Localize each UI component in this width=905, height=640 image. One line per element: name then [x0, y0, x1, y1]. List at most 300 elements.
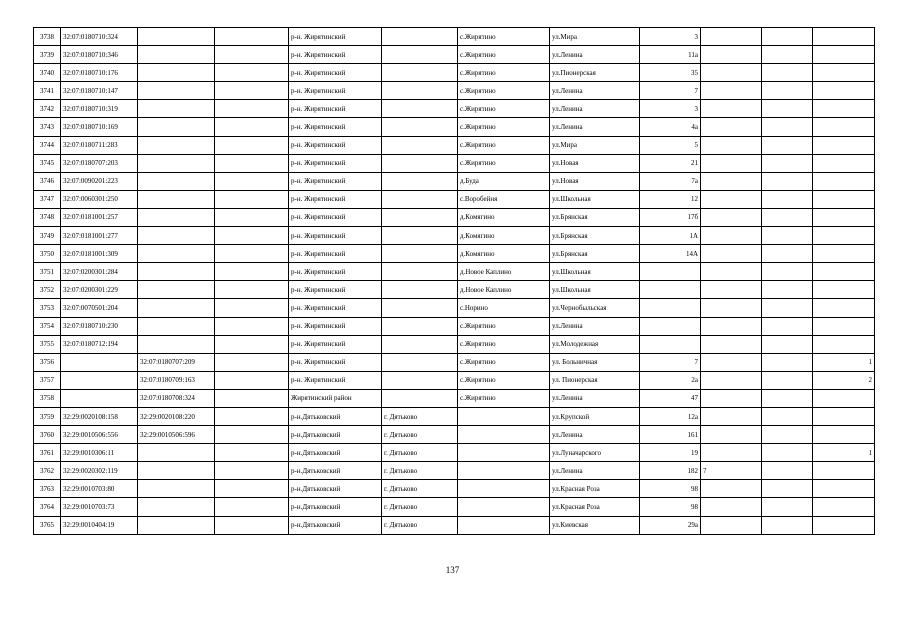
cadastral-number-cell [61, 389, 138, 407]
cadastral-number-cell: 32:29:0020108:158 [61, 407, 138, 425]
apartment-cell [762, 407, 813, 425]
apartment-cell [762, 136, 813, 154]
street-cell: ул.Брянская [550, 227, 640, 245]
count-cell [813, 263, 875, 281]
street-cell: ул.Красная Роза [550, 498, 640, 516]
extra-field-cell [215, 245, 289, 263]
table-row [34, 371, 875, 389]
building-cell [701, 64, 762, 82]
cadastral-number-alt-cell [138, 263, 215, 281]
row-number-cell: 3751 [34, 263, 61, 281]
city-cell [382, 208, 458, 226]
building-cell [701, 299, 762, 317]
district-cell: р-н. Жирятинский [289, 335, 382, 353]
settlement-cell: с.Воробейня [458, 190, 550, 208]
table-row [34, 516, 875, 534]
district-cell: р-н. Жирятинский [289, 208, 382, 226]
extra-field-cell [215, 299, 289, 317]
building-cell [701, 389, 762, 407]
row-number-cell: 3765 [34, 516, 61, 534]
count-cell: 1 [813, 353, 875, 371]
extra-field-cell [215, 407, 289, 425]
settlement-cell: с.Жирятино [458, 28, 550, 46]
cadastral-number-alt-cell: 32:29:0020108:220 [138, 407, 215, 425]
house-number-cell: 7 [640, 353, 701, 371]
house-number-cell: 2а [640, 371, 701, 389]
row-number-cell: 3752 [34, 281, 61, 299]
building-cell [701, 516, 762, 534]
cadastral-number-alt-cell: 32:29:0010506:596 [138, 426, 215, 444]
extra-field-cell [215, 82, 289, 100]
row-number-cell: 3764 [34, 498, 61, 516]
extra-field-cell [215, 444, 289, 462]
house-number-cell: 4а [640, 118, 701, 136]
district-cell: р-н. Жирятинский [289, 64, 382, 82]
cadastral-number-cell: 32:07:0180711:283 [61, 136, 138, 154]
count-cell [813, 136, 875, 154]
settlement-cell: с.Жирятино [458, 100, 550, 118]
row-number-cell: 3758 [34, 389, 61, 407]
table-row [34, 82, 875, 100]
settlement-cell: д.Новое Каплино [458, 263, 550, 281]
count-cell [813, 172, 875, 190]
cadastral-number-cell [61, 353, 138, 371]
extra-field-cell [215, 317, 289, 335]
house-number-cell: 98 [640, 498, 701, 516]
cadastral-number-alt-cell [138, 28, 215, 46]
building-cell [701, 353, 762, 371]
house-number-cell [640, 281, 701, 299]
apartment-cell [762, 100, 813, 118]
house-number-cell: 47 [640, 389, 701, 407]
apartment-cell [762, 154, 813, 172]
house-number-cell: 7а [640, 172, 701, 190]
apartment-cell [762, 208, 813, 226]
district-cell: р-н. Жирятинский [289, 227, 382, 245]
city-cell: г. Дятьково [382, 498, 458, 516]
house-number-cell: 12 [640, 190, 701, 208]
table-row [34, 245, 875, 263]
house-number-cell [640, 299, 701, 317]
extra-field-cell [215, 227, 289, 245]
row-number-cell: 3762 [34, 462, 61, 480]
apartment-cell [762, 353, 813, 371]
extra-field-cell [215, 353, 289, 371]
house-number-cell: 29а [640, 516, 701, 534]
city-cell: г. Дятьково [382, 480, 458, 498]
property-register-table [33, 27, 875, 535]
cadastral-number-alt-cell [138, 64, 215, 82]
building-cell [701, 480, 762, 498]
cadastral-number-alt-cell [138, 462, 215, 480]
count-cell [813, 154, 875, 172]
cadastral-number-alt-cell: 32:07:0180707:209 [138, 353, 215, 371]
district-cell: р-н.Дятьковский [289, 407, 382, 425]
cadastral-number-alt-cell [138, 118, 215, 136]
building-cell [701, 28, 762, 46]
row-number-cell: 3763 [34, 480, 61, 498]
table-row [34, 263, 875, 281]
district-cell: р-н. Жирятинский [289, 190, 382, 208]
extra-field-cell [215, 136, 289, 154]
house-number-cell: 182 [640, 462, 701, 480]
apartment-cell [762, 118, 813, 136]
street-cell: ул.Ленина [550, 100, 640, 118]
district-cell: р-н.Дятьковский [289, 426, 382, 444]
cadastral-number-alt-cell [138, 245, 215, 263]
row-number-cell: 3741 [34, 82, 61, 100]
count-cell [813, 317, 875, 335]
street-cell: ул.Новая [550, 154, 640, 172]
building-cell [701, 208, 762, 226]
apartment-cell [762, 227, 813, 245]
row-number-cell: 3742 [34, 100, 61, 118]
house-number-cell: 14А [640, 245, 701, 263]
cadastral-number-alt-cell [138, 335, 215, 353]
apartment-cell [762, 281, 813, 299]
extra-field-cell [215, 28, 289, 46]
settlement-cell: с.Жирятино [458, 136, 550, 154]
district-cell: р-н. Жирятинский [289, 154, 382, 172]
apartment-cell [762, 245, 813, 263]
building-cell [701, 136, 762, 154]
extra-field-cell [215, 426, 289, 444]
apartment-cell [762, 263, 813, 281]
street-cell: ул.Ленина [550, 46, 640, 64]
cadastral-number-cell: 32:07:0180710:230 [61, 317, 138, 335]
extra-field-cell [215, 462, 289, 480]
house-number-cell: 1А [640, 227, 701, 245]
table-row [34, 118, 875, 136]
cadastral-number-alt-cell [138, 498, 215, 516]
street-cell: ул.Ленина [550, 426, 640, 444]
count-cell [813, 245, 875, 263]
table-row [34, 154, 875, 172]
apartment-cell [762, 317, 813, 335]
page-number: 137 [445, 565, 460, 575]
cadastral-number-alt-cell [138, 516, 215, 534]
district-cell: Жирятинский район [289, 389, 382, 407]
apartment-cell [762, 444, 813, 462]
street-cell: ул.Чернобыльская [550, 299, 640, 317]
apartment-cell [762, 480, 813, 498]
cadastral-number-alt-cell [138, 299, 215, 317]
extra-field-cell [215, 371, 289, 389]
building-cell [701, 281, 762, 299]
building-cell [701, 245, 762, 263]
apartment-cell [762, 28, 813, 46]
settlement-cell: с.Жирятино [458, 335, 550, 353]
cadastral-number-cell: 32:29:0010306:11 [61, 444, 138, 462]
cadastral-number-alt-cell [138, 281, 215, 299]
city-cell [382, 64, 458, 82]
table-row [34, 426, 875, 444]
street-cell: ул.Школьная [550, 190, 640, 208]
district-cell: р-н.Дятьковский [289, 462, 382, 480]
extra-field-cell [215, 190, 289, 208]
table-row [34, 353, 875, 371]
count-cell: 1 [813, 444, 875, 462]
table-row [34, 335, 875, 353]
house-number-cell: 11а [640, 46, 701, 64]
row-number-cell: 3738 [34, 28, 61, 46]
apartment-cell [762, 82, 813, 100]
count-cell [813, 190, 875, 208]
count-cell [813, 335, 875, 353]
building-cell [701, 444, 762, 462]
cadastral-number-cell: 32:07:0181001:257 [61, 208, 138, 226]
cadastral-number-cell: 32:07:0180710:324 [61, 28, 138, 46]
cadastral-number-cell: 32:29:0010506:556 [61, 426, 138, 444]
cadastral-number-alt-cell [138, 208, 215, 226]
extra-field-cell [215, 208, 289, 226]
district-cell: р-н.Дятьковский [289, 480, 382, 498]
table-row [34, 136, 875, 154]
cadastral-number-alt-cell [138, 480, 215, 498]
row-number-cell: 3753 [34, 299, 61, 317]
apartment-cell [762, 335, 813, 353]
settlement-cell: с.Жирятино [458, 317, 550, 335]
cadastral-number-alt-cell [138, 444, 215, 462]
city-cell: г. Дятьково [382, 407, 458, 425]
row-number-cell: 3747 [34, 190, 61, 208]
row-number-cell: 3757 [34, 371, 61, 389]
count-cell [813, 426, 875, 444]
district-cell: р-н. Жирятинский [289, 46, 382, 64]
street-cell: ул.Ленина [550, 317, 640, 335]
cadastral-number-alt-cell: 32:07:0180708:324 [138, 389, 215, 407]
cadastral-number-alt-cell [138, 154, 215, 172]
street-cell: ул.Брянская [550, 245, 640, 263]
count-cell [813, 462, 875, 480]
table-row [34, 444, 875, 462]
extra-field-cell [215, 172, 289, 190]
settlement-cell [458, 444, 550, 462]
row-number-cell: 3756 [34, 353, 61, 371]
row-number-cell: 3750 [34, 245, 61, 263]
street-cell: ул.Крупской [550, 407, 640, 425]
district-cell: р-н. Жирятинский [289, 317, 382, 335]
cadastral-number-cell: 32:29:0020302:119 [61, 462, 138, 480]
settlement-cell: с.Жирятино [458, 82, 550, 100]
settlement-cell: с.Жирятино [458, 46, 550, 64]
house-number-cell: 98 [640, 480, 701, 498]
city-cell [382, 335, 458, 353]
district-cell: р-н.Дятьковский [289, 444, 382, 462]
table-row [34, 208, 875, 226]
count-cell [813, 100, 875, 118]
settlement-cell [458, 516, 550, 534]
street-cell: ул.Мира [550, 28, 640, 46]
apartment-cell [762, 389, 813, 407]
settlement-cell [458, 480, 550, 498]
cadastral-number-cell: 32:29:0010703:80 [61, 480, 138, 498]
cadastral-number-cell: 32:29:0010703:73 [61, 498, 138, 516]
cadastral-number-alt-cell [138, 100, 215, 118]
settlement-cell: с.Жирятино [458, 389, 550, 407]
street-cell: ул.Ленина [550, 118, 640, 136]
city-cell [382, 28, 458, 46]
cadastral-number-cell: 32:07:0060301:250 [61, 190, 138, 208]
apartment-cell [762, 426, 813, 444]
building-cell [701, 498, 762, 516]
street-cell: ул.Мира [550, 136, 640, 154]
count-cell [813, 498, 875, 516]
cadastral-number-cell: 32:29:0010404:19 [61, 516, 138, 534]
building-cell [701, 426, 762, 444]
street-cell: ул.Ленина [550, 462, 640, 480]
extra-field-cell [215, 64, 289, 82]
street-cell: ул. Пионерская [550, 371, 640, 389]
city-cell [382, 317, 458, 335]
house-number-cell [640, 335, 701, 353]
district-cell: р-н. Жирятинский [289, 299, 382, 317]
table-row [34, 46, 875, 64]
street-cell: ул.Школьная [550, 281, 640, 299]
building-cell [701, 46, 762, 64]
extra-field-cell [215, 335, 289, 353]
house-number-cell: 161 [640, 426, 701, 444]
cadastral-number-cell: 32:07:0180710:147 [61, 82, 138, 100]
extra-field-cell [215, 516, 289, 534]
house-number-cell: 35 [640, 64, 701, 82]
building-cell [701, 263, 762, 281]
building-cell [701, 118, 762, 136]
extra-field-cell [215, 46, 289, 64]
cadastral-number-alt-cell [138, 227, 215, 245]
district-cell: р-н. Жирятинский [289, 28, 382, 46]
table-row [34, 100, 875, 118]
count-cell [813, 281, 875, 299]
city-cell [382, 371, 458, 389]
district-cell: р-н. Жирятинский [289, 172, 382, 190]
apartment-cell [762, 299, 813, 317]
extra-field-cell [215, 498, 289, 516]
house-number-cell [640, 263, 701, 281]
cadastral-number-cell: 32:07:0070501:204 [61, 299, 138, 317]
count-cell [813, 407, 875, 425]
apartment-cell [762, 498, 813, 516]
house-number-cell: 19 [640, 444, 701, 462]
city-cell [382, 389, 458, 407]
street-cell: ул.Ленина [550, 82, 640, 100]
table-row [34, 172, 875, 190]
count-cell [813, 299, 875, 317]
table-row [34, 64, 875, 82]
settlement-cell: с.Норино [458, 299, 550, 317]
city-cell [382, 100, 458, 118]
table-row [34, 480, 875, 498]
row-number-cell: 3748 [34, 208, 61, 226]
district-cell: р-н.Дятьковский [289, 498, 382, 516]
house-number-cell: 5 [640, 136, 701, 154]
row-number-cell: 3749 [34, 227, 61, 245]
city-cell [382, 136, 458, 154]
district-cell: р-н. Жирятинский [289, 263, 382, 281]
building-cell [701, 100, 762, 118]
settlement-cell [458, 426, 550, 444]
row-number-cell: 3755 [34, 335, 61, 353]
building-cell: 7 [701, 462, 762, 480]
cadastral-number-cell: 32:07:0180712:194 [61, 335, 138, 353]
count-cell [813, 480, 875, 498]
table-row [34, 389, 875, 407]
house-number-cell [640, 317, 701, 335]
row-number-cell: 3759 [34, 407, 61, 425]
street-cell: ул. Больничная [550, 353, 640, 371]
street-cell: ул.Луначарского [550, 444, 640, 462]
city-cell: г. Дятьково [382, 426, 458, 444]
cadastral-number-cell: 32:07:0180710:319 [61, 100, 138, 118]
district-cell: р-н. Жирятинский [289, 100, 382, 118]
settlement-cell: д.Новое Каплино [458, 281, 550, 299]
city-cell [382, 299, 458, 317]
settlement-cell: д.Буда [458, 172, 550, 190]
house-number-cell: 3 [640, 100, 701, 118]
city-cell [382, 245, 458, 263]
extra-field-cell [215, 480, 289, 498]
table-row [34, 317, 875, 335]
building-cell [701, 82, 762, 100]
street-cell: ул.Школьная [550, 263, 640, 281]
cadastral-number-cell: 32:07:0181001:277 [61, 227, 138, 245]
settlement-cell: с.Жирятино [458, 353, 550, 371]
row-number-cell: 3739 [34, 46, 61, 64]
district-cell: р-н. Жирятинский [289, 245, 382, 263]
city-cell: г. Дятьково [382, 516, 458, 534]
cadastral-number-alt-cell [138, 317, 215, 335]
cadastral-number-alt-cell [138, 136, 215, 154]
district-cell: р-н. Жирятинский [289, 136, 382, 154]
settlement-cell [458, 462, 550, 480]
city-cell [382, 190, 458, 208]
table-row [34, 28, 875, 46]
count-cell [813, 389, 875, 407]
table-row [34, 462, 875, 480]
cadastral-number-cell: 32:07:0180710:176 [61, 64, 138, 82]
cadastral-number-alt-cell [138, 82, 215, 100]
cadastral-number-alt-cell: 32:07:0180709:163 [138, 371, 215, 389]
cadastral-number-cell: 32:07:0090201:223 [61, 172, 138, 190]
city-cell: г. Дятьково [382, 444, 458, 462]
house-number-cell: 7 [640, 82, 701, 100]
building-cell [701, 407, 762, 425]
city-cell [382, 154, 458, 172]
cadastral-number-cell: 32:07:0180710:346 [61, 46, 138, 64]
table-body [34, 28, 875, 535]
count-cell [813, 46, 875, 64]
extra-field-cell [215, 118, 289, 136]
district-cell: р-н. Жирятинский [289, 353, 382, 371]
building-cell [701, 335, 762, 353]
city-cell [382, 46, 458, 64]
count-cell [813, 516, 875, 534]
house-number-cell: 12а [640, 407, 701, 425]
building-cell [701, 317, 762, 335]
city-cell [382, 353, 458, 371]
row-number-cell: 3760 [34, 426, 61, 444]
settlement-cell: д.Комягино [458, 245, 550, 263]
cadastral-number-cell [61, 371, 138, 389]
street-cell: ул.Брянская [550, 208, 640, 226]
apartment-cell [762, 371, 813, 389]
city-cell [382, 82, 458, 100]
extra-field-cell [215, 263, 289, 281]
settlement-cell: с.Жирятино [458, 371, 550, 389]
row-number-cell: 3745 [34, 154, 61, 172]
settlement-cell [458, 407, 550, 425]
street-cell: ул.Красная Роза [550, 480, 640, 498]
